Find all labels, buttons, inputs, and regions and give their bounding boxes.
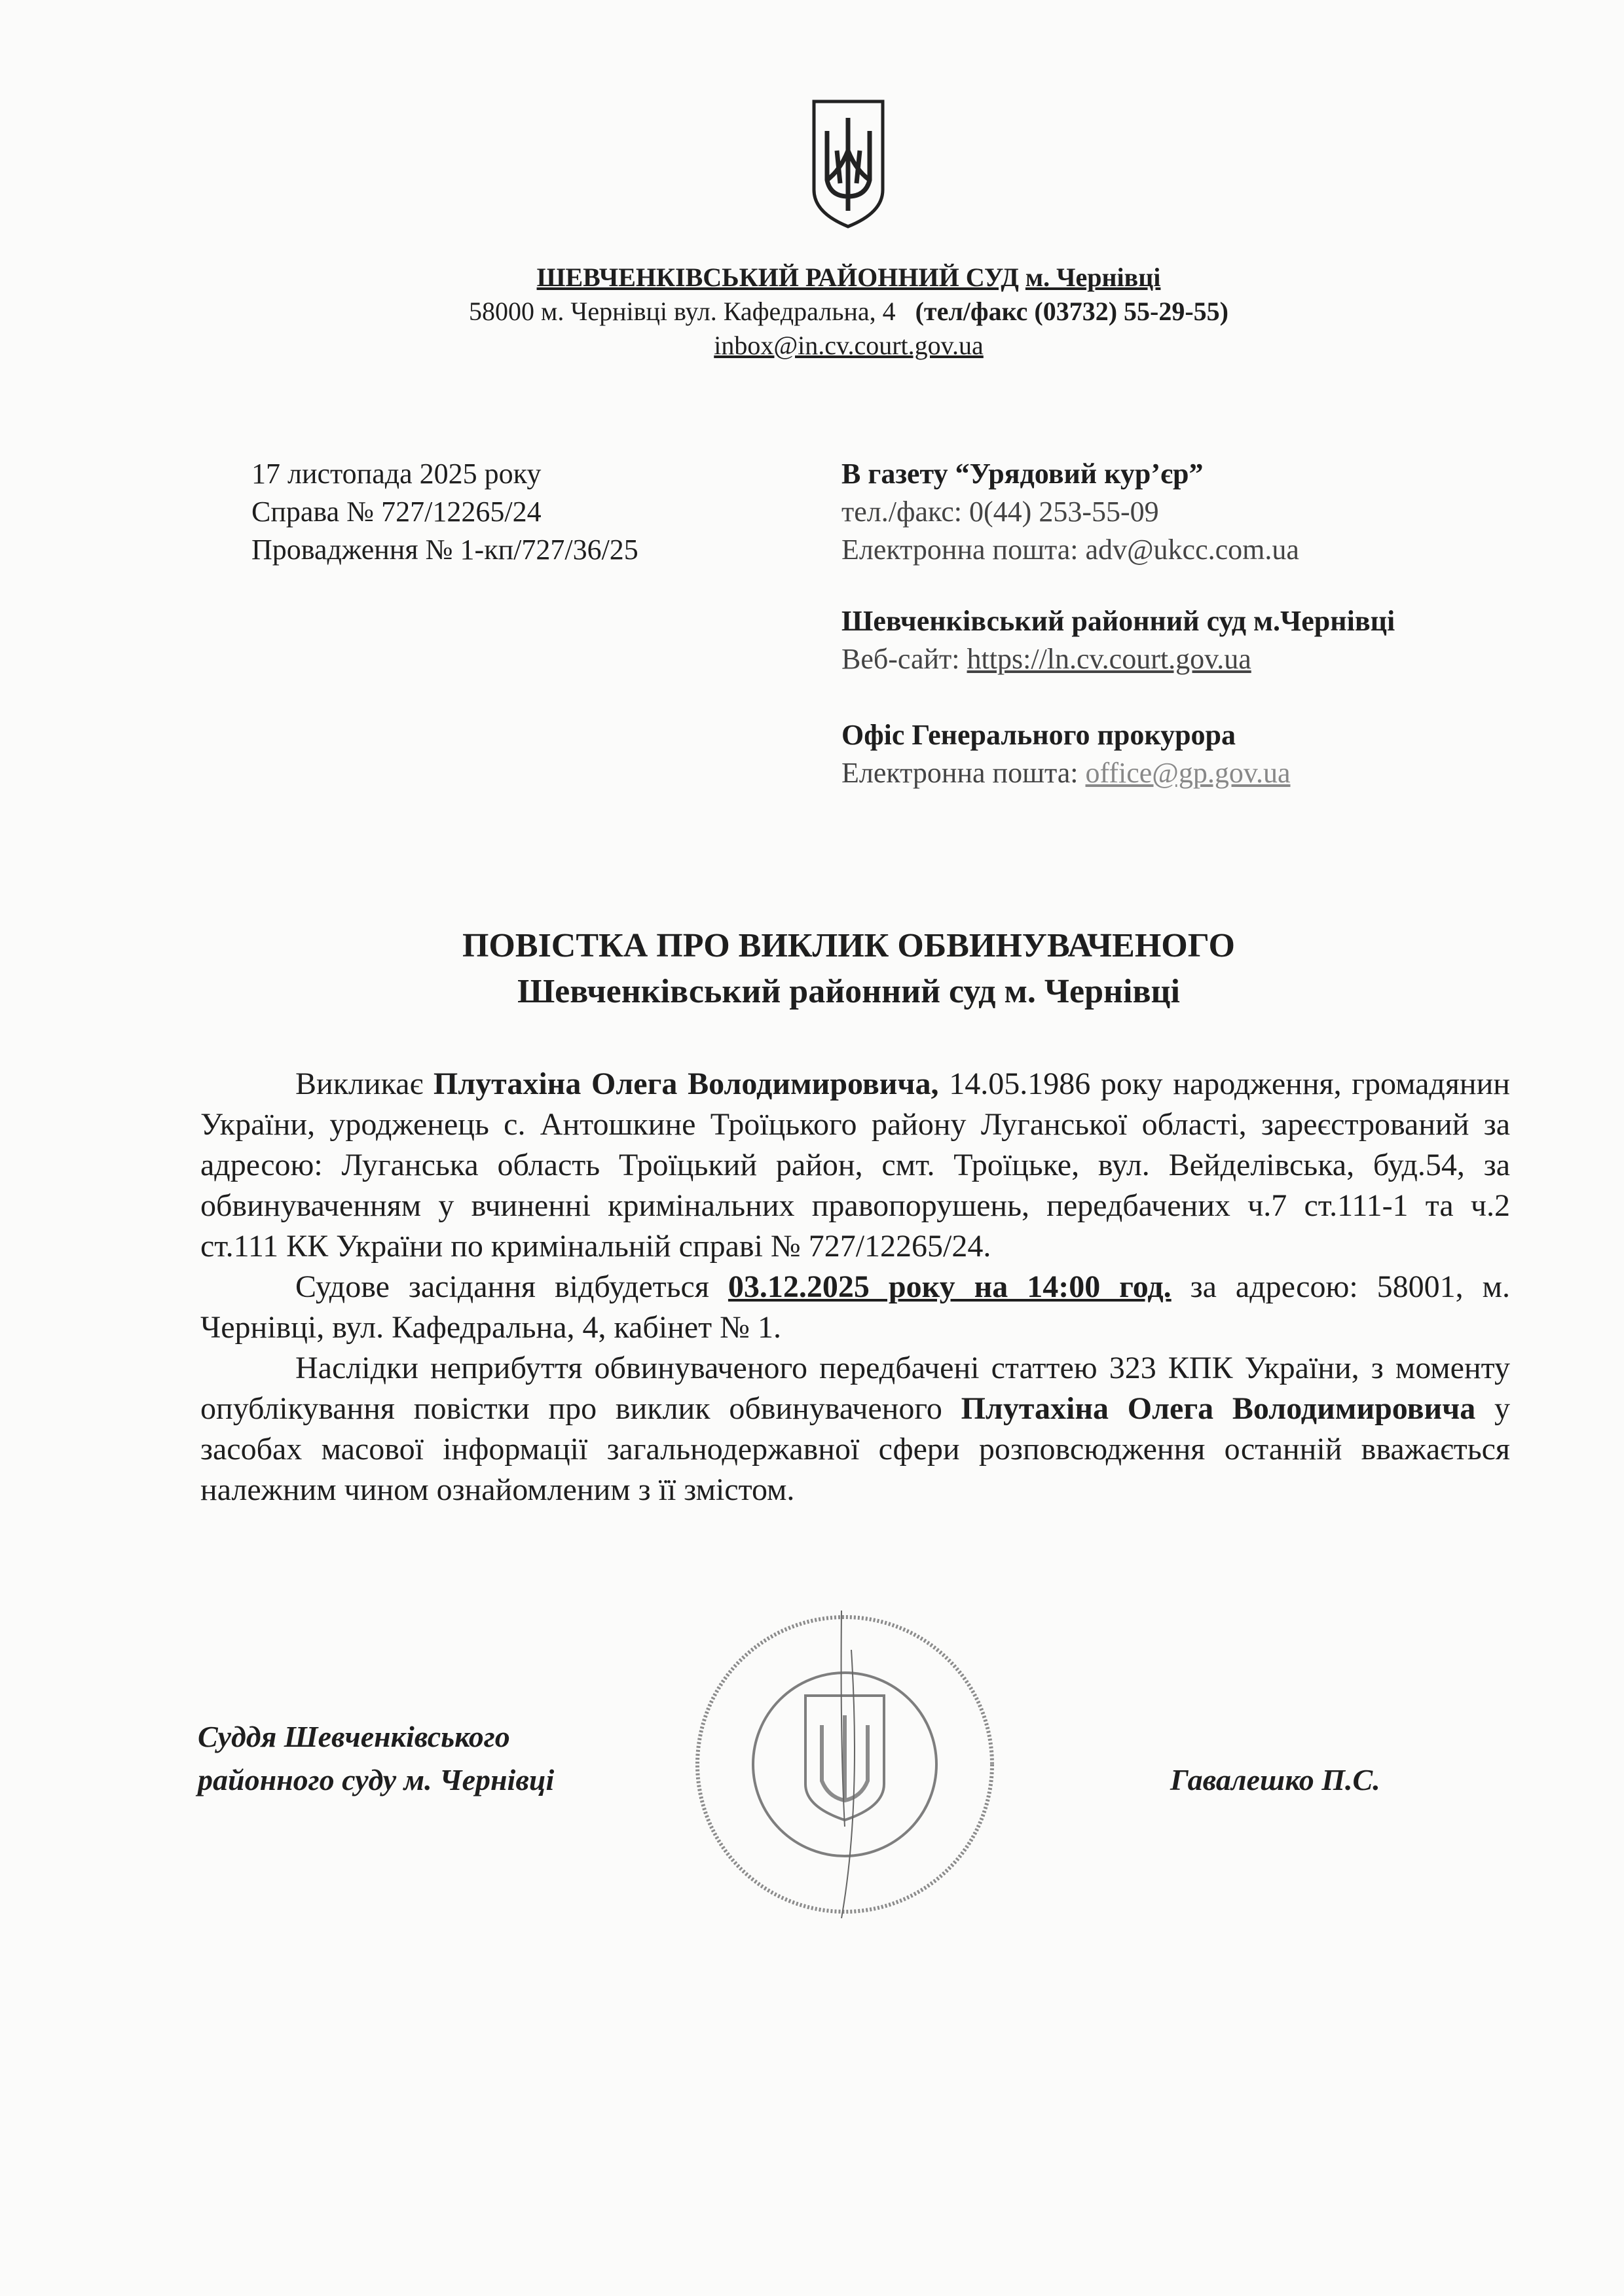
recipient-name: Офіс Генерального прокурора <box>841 719 1236 751</box>
recipient-email: Електронна пошта: adv@ukcc.com.ua <box>841 534 1299 566</box>
court-header <box>0 261 1624 363</box>
court-email-link[interactable]: inbox@in.cv.court.gov.ua <box>714 331 984 360</box>
hearing-datetime: 03.12.2025 року на 14:00 год. <box>728 1269 1172 1304</box>
website-label: Веб-сайт: <box>841 643 967 675</box>
recipient-court <box>841 602 1395 678</box>
recipient-newspaper <box>841 455 1299 569</box>
recipient-phone: тел./факс: 0(44) 253-55-09 <box>841 496 1159 528</box>
court-city: м. Чернівці <box>1025 263 1161 292</box>
accused-name: Плутахіна Олега Володимировича <box>961 1391 1476 1426</box>
court-name: ШЕВЧЕНКІВСЬКИЙ РАЙОННИЙ СУД <box>536 263 1019 292</box>
recipient-name: Шевченківський районний суд м.Чернівці <box>841 605 1395 637</box>
paragraph-consequences: Наслідки неприбуття обвинуваченого передбачені статтею 323 КПК України, з моменту опублікування повістки про виклик обвинуваченого Плутахіна Олега Володимировича у засобах масової інформації загальнодержавної сфери розповсюдження останній вважається належним чином ознайомленим з її змістом. <box>200 1351 1511 1507</box>
email-link[interactable]: office@gp.gov.ua <box>1085 757 1291 789</box>
document-date: 17 листопада 2025 року <box>251 458 542 490</box>
document-title <box>0 923 1624 1015</box>
email-label: Електронна пошта: <box>841 757 1086 789</box>
website-link[interactable]: https://ln.cv.court.gov.ua <box>967 643 1251 675</box>
judge-name: Гавалешко П.С. <box>1170 1763 1380 1796</box>
case-meta <box>251 455 638 569</box>
title-main: ПОВІСТКА ПРО ВИКЛИК ОБВИНУВАЧЕНОГО <box>462 927 1235 964</box>
accused-name: Плутахіна Олега Володимировича, <box>433 1066 939 1101</box>
case-number: Справа № 727/12265/24 <box>251 496 542 528</box>
proceeding-number: Провадження № 1-кп/727/36/25 <box>251 534 638 566</box>
title-sub: Шевченківський районний суд м. Чернівці <box>517 973 1180 1010</box>
paragraph-hearing: Судове засідання відбудеться 03.12.2025 року на 14:00 год. за адресою: 58001, м. Чернівці, вул. Кафедральна, 4, кабінет № 1. <box>200 1269 1510 1345</box>
paragraph-summons: Викликає Плутахіна Олега Володимировича, 14.05.1986 року народження, громадянин України, уродженець с. Антошкине Троїцького району Луганської області, зареєстрований за адресою: Луганська область Троїцький район, смт. Троїцьке, вул. Вейделівська, буд.54, за обвинуваченням у вчиненні кримінальних правопорушень, передбачених ч.7 ст.111-1 та ч.2 ст.111 КК України по кримінальній справі № 727/12265/24. <box>200 1066 1510 1264</box>
recipient-name: В газету “Урядовий кур’єр” <box>841 458 1204 490</box>
court-address: 58000 м. Чернівці вул. Кафедральна, 4 <box>469 297 896 326</box>
court-phone: (тел/факс (03732) 55-29-55) <box>915 297 1228 326</box>
judge-role: Суддя Шевченківського районного суду м. Чернівці <box>198 1720 555 1796</box>
court-seal-icon <box>691 1611 999 1918</box>
trident-emblem-icon <box>811 98 886 229</box>
summons-body <box>200 1064 1510 1510</box>
recipient-prosecutor <box>841 716 1290 792</box>
